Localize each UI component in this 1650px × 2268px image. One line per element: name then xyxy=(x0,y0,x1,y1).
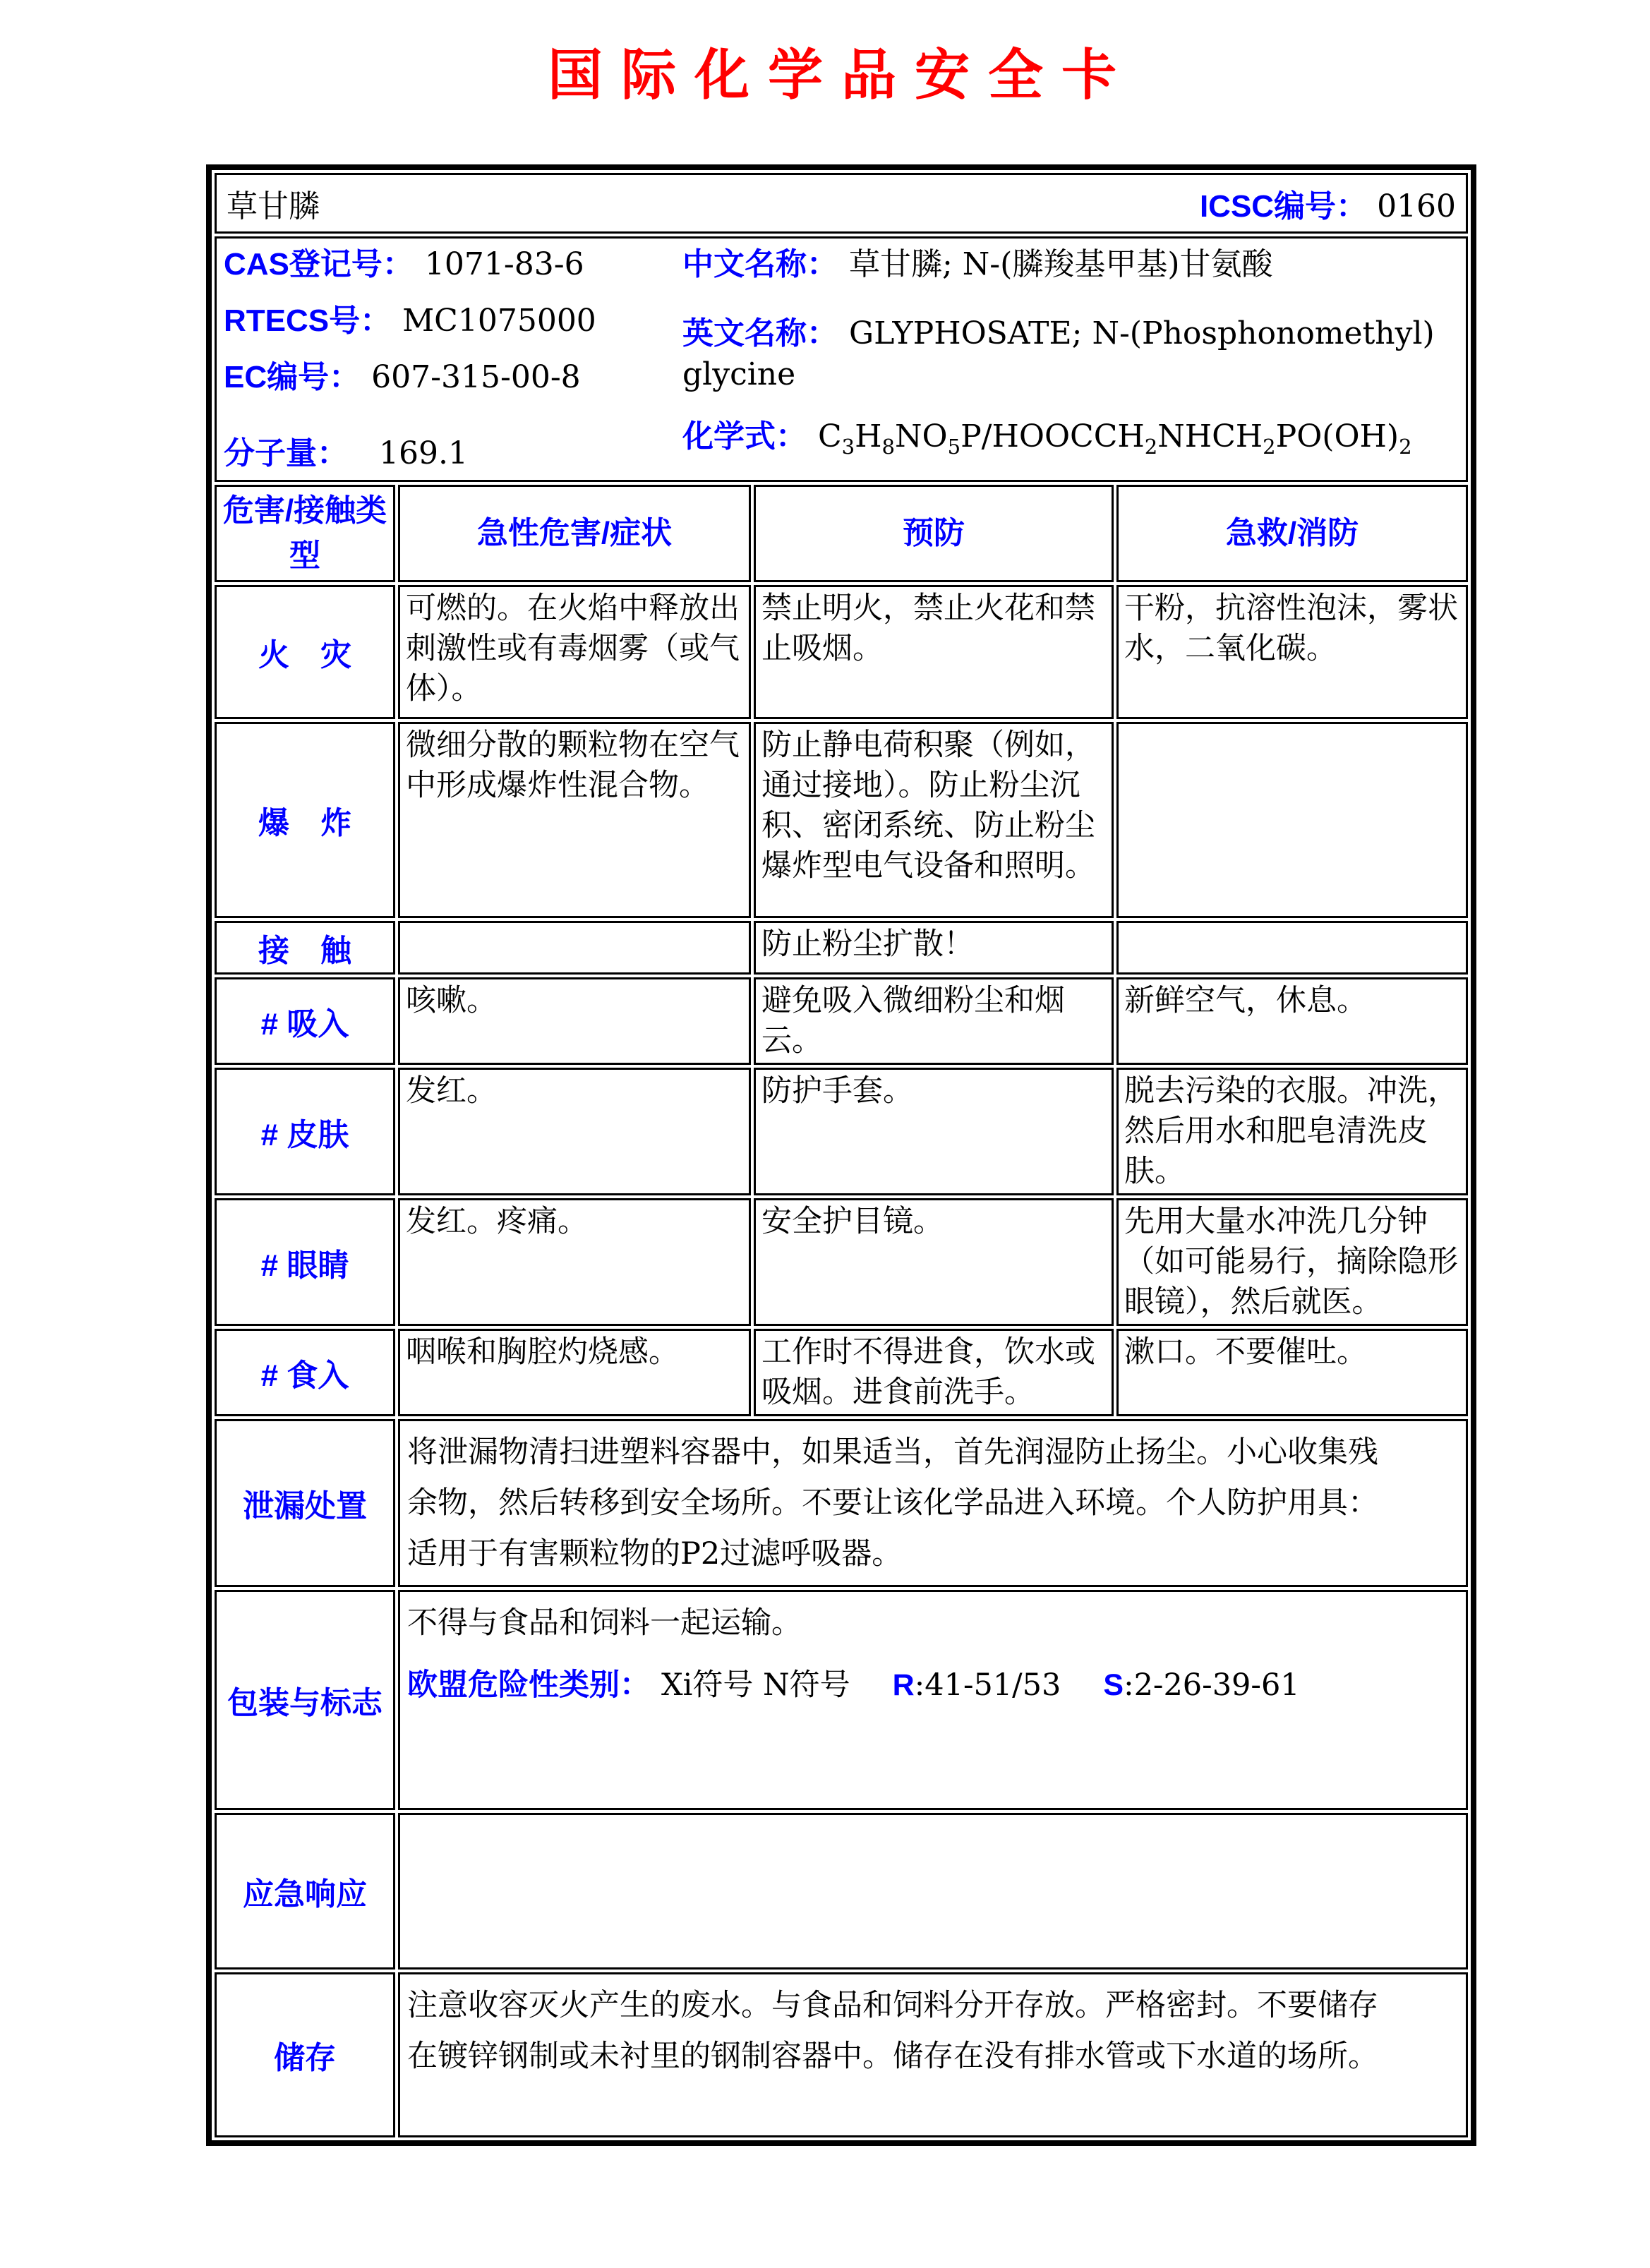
chemical-formula-label: 化学式： xyxy=(682,419,807,454)
cas-label: CAS登记号： xyxy=(224,247,414,282)
row-label-skin: # 皮肤 xyxy=(215,1068,395,1195)
explosion-prevention: 防止静电荷积聚（例如，通过接地）。防止粉尘沉积、密闭系统、防止粉尘爆炸型电气设备和照明。 xyxy=(754,722,1114,918)
inhalation-first-aid: 新鲜空气，休息。 xyxy=(1116,977,1468,1065)
section-label-emergency: 应急响应 xyxy=(215,1813,395,1970)
ec-number-line xyxy=(224,357,682,398)
section-label-storage: 储存 xyxy=(215,1972,395,2137)
section-row-emergency xyxy=(215,1813,1468,1970)
card-header-row xyxy=(215,173,1468,234)
row-label-ingestion: # 食入 xyxy=(215,1329,395,1416)
hazard-header-row xyxy=(215,485,1468,582)
contact-prevention: 防止粉尘扩散！ xyxy=(754,921,1114,975)
hazard-row-contact xyxy=(215,921,1468,975)
fire-symptoms: 可燃的。在火焰中释放出刺激性或有毒烟雾（或气体）。 xyxy=(398,585,751,719)
inhalation-prevention: 避免吸入微细粉尘和烟云。 xyxy=(754,977,1114,1065)
s-phrase-value: :2-26-39-61 xyxy=(1124,1667,1300,1703)
hazard-row-ingestion xyxy=(215,1329,1468,1416)
contact-symptoms xyxy=(398,921,751,975)
english-name-label: 英文名称： xyxy=(682,316,838,351)
identifiers-row xyxy=(215,236,1468,482)
row-label-inhalation: # 吸入 xyxy=(215,977,395,1065)
column-header-hazard-type: 危害/接触类型 xyxy=(215,485,395,582)
identifiers-block xyxy=(224,244,1459,474)
inhalation-symptoms: 咳嗽。 xyxy=(398,977,751,1065)
fire-first-aid: 干粉，抗溶性泡沫，雾状水，二氧化碳。 xyxy=(1116,585,1468,719)
card-header xyxy=(227,181,1456,226)
icsc-number-label: ICSC编号： xyxy=(1199,189,1368,224)
icsc-number-value: 0160 xyxy=(1377,188,1457,224)
cas-value: 1071-83-6 xyxy=(424,246,584,282)
section-label-packaging: 包装与标志 xyxy=(215,1590,395,1810)
fire-prevention: 禁止明火，禁止火花和禁止吸烟。 xyxy=(754,585,1114,719)
hazard-row-eyes xyxy=(215,1198,1468,1326)
hazard-row-skin xyxy=(215,1068,1468,1195)
chinese-name-line xyxy=(682,244,1445,285)
ec-value: 607-315-00-8 xyxy=(371,359,581,395)
skin-prevention: 防护手套。 xyxy=(754,1068,1114,1195)
ingestion-prevention: 工作时不得进食，饮水或吸烟。进食前洗手。 xyxy=(754,1329,1114,1416)
section-row-spill xyxy=(215,1419,1468,1587)
rtecs-label: RTECS号： xyxy=(224,303,392,338)
molecular-weight-line xyxy=(224,433,682,474)
s-phrase-label: S xyxy=(1103,1668,1124,1702)
packaging-transport-note: 不得与食品和饲料一起运输。 xyxy=(407,1605,802,1641)
ingestion-first-aid: 漱口。不要催吐。 xyxy=(1116,1329,1468,1416)
english-name-value: GLYPHOSATE; N-(Phosphonomethyl) glycine xyxy=(682,315,1435,392)
row-label-eyes: # 眼睛 xyxy=(215,1198,395,1326)
column-header-prevention: 预防 xyxy=(754,485,1114,582)
chemical-formula-value: $C_3H_8NO_5P/HOOCCH_2NHCH_2PO(OH)_2$ xyxy=(818,418,1412,459)
eu-hazard-class-label: 欧盟危险性类别： xyxy=(407,1668,650,1702)
column-header-first-aid: 急救/消防 xyxy=(1116,485,1468,582)
eyes-first-aid: 先用大量水冲洗几分钟（如可能易行，摘除隐形眼镜），然后就医。 xyxy=(1116,1198,1468,1326)
hazard-row-explosion xyxy=(215,722,1468,918)
section-row-packaging xyxy=(215,1590,1468,1810)
molecular-weight-value: 169.1 xyxy=(379,435,468,471)
eyes-symptoms: 发红。疼痛。 xyxy=(398,1198,751,1326)
hazard-row-inhalation xyxy=(215,977,1468,1065)
chemical-names xyxy=(682,244,1445,474)
emergency-text xyxy=(398,1813,1468,1970)
page-title: 国际化学品安全卡 xyxy=(547,43,1135,107)
contact-first-aid xyxy=(1116,921,1468,975)
rtecs-value: MC1075000 xyxy=(402,303,596,339)
molecular-weight-label: 分子量： xyxy=(224,436,348,471)
registry-numbers xyxy=(224,244,682,474)
column-header-symptoms: 急性危害/症状 xyxy=(398,485,751,582)
r-phrase-label: R xyxy=(892,1668,915,1702)
hazard-row-fire xyxy=(215,585,1468,719)
eyes-prevention: 安全护目镜。 xyxy=(754,1198,1114,1326)
eu-hazard-symbols: Xi符号 N符号 xyxy=(661,1667,850,1703)
chinese-name-value: 草甘膦; N-(膦羧基甲基)甘氨酸 xyxy=(849,246,1273,282)
spill-text: 将泄漏物清扫进塑料容器中，如果适当，首先润湿防止扬尘。小心收集残余物，然后转移到安全场所。不要让该化学品进入环境。个人防护用具：适用于有害颗粒物的P2过滤呼吸器。 xyxy=(398,1419,1468,1587)
row-label-contact: 接 触 xyxy=(215,921,395,975)
ec-label: EC编号： xyxy=(224,360,361,394)
cas-number-line xyxy=(224,244,682,285)
section-row-storage xyxy=(215,1972,1468,2137)
rtecs-number-line xyxy=(224,301,682,342)
r-phrase-value: :41-51/53 xyxy=(914,1667,1061,1703)
icsc-number-group xyxy=(1200,181,1456,226)
skin-symptoms: 发红。 xyxy=(398,1068,751,1195)
section-label-spill: 泄漏处置 xyxy=(215,1419,395,1587)
safety-card-table xyxy=(206,164,1476,2146)
explosion-first-aid xyxy=(1116,722,1468,918)
row-label-fire: 火 灾 xyxy=(215,585,395,719)
eu-hazard-class-line xyxy=(407,1660,1387,1711)
english-name-line xyxy=(682,313,1445,395)
formula-line xyxy=(682,416,1445,467)
explosion-symptoms: 微细分散的颗粒物在空气中形成爆炸性混合物。 xyxy=(398,722,751,918)
row-label-explosion: 爆 炸 xyxy=(215,722,395,918)
ingestion-symptoms: 咽喉和胸腔灼烧感。 xyxy=(398,1329,751,1416)
storage-text: 注意收容灭火产生的废水。与食品和饲料分开存放。严格密封。不要储存在镀锌钢制或未衬里的钢制容器中。储存在没有排水管或下水道的场所。 xyxy=(398,1972,1468,2137)
chemical-name: 草甘膦 xyxy=(227,188,320,224)
chinese-name-label: 中文名称： xyxy=(682,247,838,282)
skin-first-aid: 脱去污染的衣服。冲洗，然后用水和肥皂清洗皮肤。 xyxy=(1116,1068,1468,1195)
